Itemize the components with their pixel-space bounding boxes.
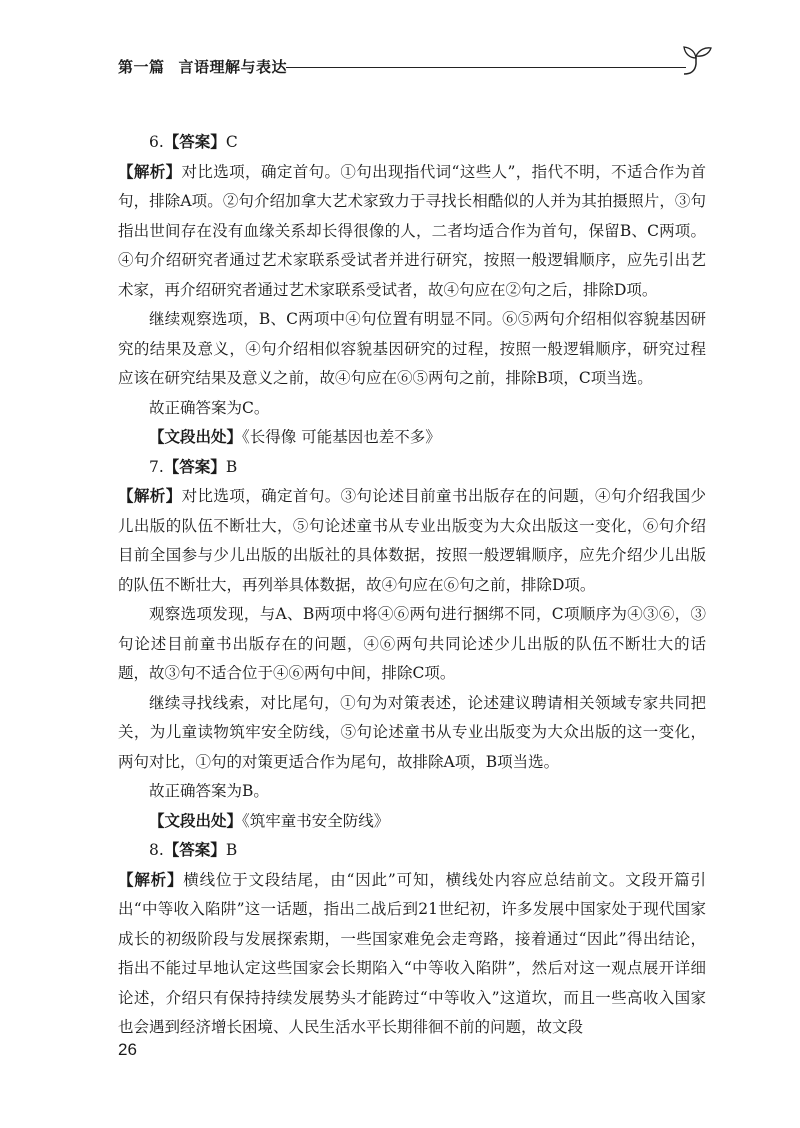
answer-value: C <box>225 133 238 151</box>
page-number: 26 <box>118 1040 137 1059</box>
answer-tag: 【答案】 <box>163 457 226 476</box>
body-paragraph <box>118 689 706 778</box>
analysis-tag: 【解析】 <box>118 162 182 181</box>
source-line <box>118 423 706 453</box>
paragraph-text: 对比选项，确定首句。①句出现指代词“这些人”，指代不明，不适合作为首句，排除A项。②句介绍加拿大艺术家致力于寻找长相酷似的人并为其拍摄照片，③句指出世间存在没有血缘关系却长得很像的人，二者均适合作为首句，保留B、C两项。④句介绍研究者通过艺术家联系受试者并进行研究，按照一般逻辑顺序，应先引出艺术家，再介绍研究者通过艺术家联系受试者，故④句应在②句之后，排除D项。 <box>118 162 706 299</box>
question-number: 8. <box>149 841 164 859</box>
paragraph-text: 故正确答案为C。 <box>149 398 270 417</box>
paragraph-text: 对比选项，确定首句。③句论述目前童书出版存在的问题，④句介绍我国少儿出版的队伍不断壮大，⑤句论述童书从专业出版变为大众出版这一变化，⑥句介绍目前全国参与少儿出版的出版社的具体数据，按照一般逻辑顺序，应先介绍少儿出版的队伍不断壮大，再列举具体数据，故④句应在⑥句之前，排除D项。 <box>118 487 706 594</box>
paragraph-text: 横线位于文段结尾，由“因此”可知，横线处内容应总结前文。文段开篇引出“中等收入陷阱”这一话题，指出二战后到21世纪初，许多发展中国家处于现代国家成长的初级阶段与发展探索期，一些国家难免会走弯路，接着通过“因此”得出结论，指出不能过早地认定这些国家会长期陷入“中等收入陷阱”，然后对这一观点展开详细论述，介绍只有保持持续发展势头才能跨过“中等收入”这道坎，而且一些高收入国家也会遇到经济增长困境、人民生活水平长期徘徊不前的问题，故文段 <box>118 870 706 1036</box>
source-line <box>118 807 706 837</box>
analysis-tag: 【解析】 <box>118 870 184 889</box>
header-part: 第一篇 <box>118 58 165 76</box>
analysis-paragraph <box>118 158 706 306</box>
header-title <box>118 56 287 77</box>
question-number: 6. <box>149 133 164 151</box>
answer-tag: 【答案】 <box>163 841 226 859</box>
answer-line <box>118 453 706 483</box>
body-paragraph <box>118 600 706 689</box>
body-paragraph <box>118 394 706 424</box>
source-title: 《筑牢童书安全防线》 <box>242 811 390 830</box>
body-paragraph <box>118 305 706 394</box>
analysis-paragraph <box>118 866 706 1043</box>
source-title: 《长得像 可能基因也差不多》 <box>242 428 441 446</box>
question-number: 7. <box>149 457 164 476</box>
paragraph-text: 继续寻找线索，对比尾句，①句为对策表述，论述建议聘请相关领域专家共同把关，为儿童读物筑牢安全防线，⑤句论述童书从专业出版变为大众出版的这一变化，两句对比，①句的对策更适合作为尾句，故排除A项，B项当选。 <box>118 693 706 771</box>
answer-tag: 【答案】 <box>163 133 226 151</box>
analysis-paragraph <box>118 482 706 600</box>
source-tag: 【文段出处】 <box>149 428 243 446</box>
running-header <box>118 52 708 86</box>
body-text <box>118 128 706 1043</box>
paragraph-text: 观察选项发现，与A、B两项中将④⑥两句进行捆绑不同，C项顺序为④③⑥，③句论述目前童书出版存在的问题，④⑥两句共同论述少儿出版的队伍不断壮大的话题，故③句不适合位于④⑥两句中间，排除C项。 <box>118 605 706 682</box>
body-paragraph <box>118 777 706 807</box>
answer-line <box>118 836 706 866</box>
header-chapter: 言语理解与表达 <box>178 58 288 76</box>
answer-value: B <box>225 841 238 859</box>
sprout-icon <box>678 44 714 78</box>
paragraph-text: 继续观察选项，B、C两项中④句位置有明显不同。⑥⑤两句介绍相似容貌基因研究的结果及意义，④句介绍相似容貌基因研究的过程，按照一般逻辑顺序，研究过程应该在研究结果及意义之前，故④句应在⑥⑤两句之前，排除B项，C项当选。 <box>118 310 706 387</box>
answer-value: B <box>225 457 238 476</box>
header-rule <box>286 67 686 68</box>
answer-line <box>118 128 706 158</box>
analysis-tag: 【解析】 <box>118 487 182 505</box>
source-tag: 【文段出处】 <box>149 811 243 830</box>
paragraph-text: 故正确答案为B。 <box>149 782 269 800</box>
